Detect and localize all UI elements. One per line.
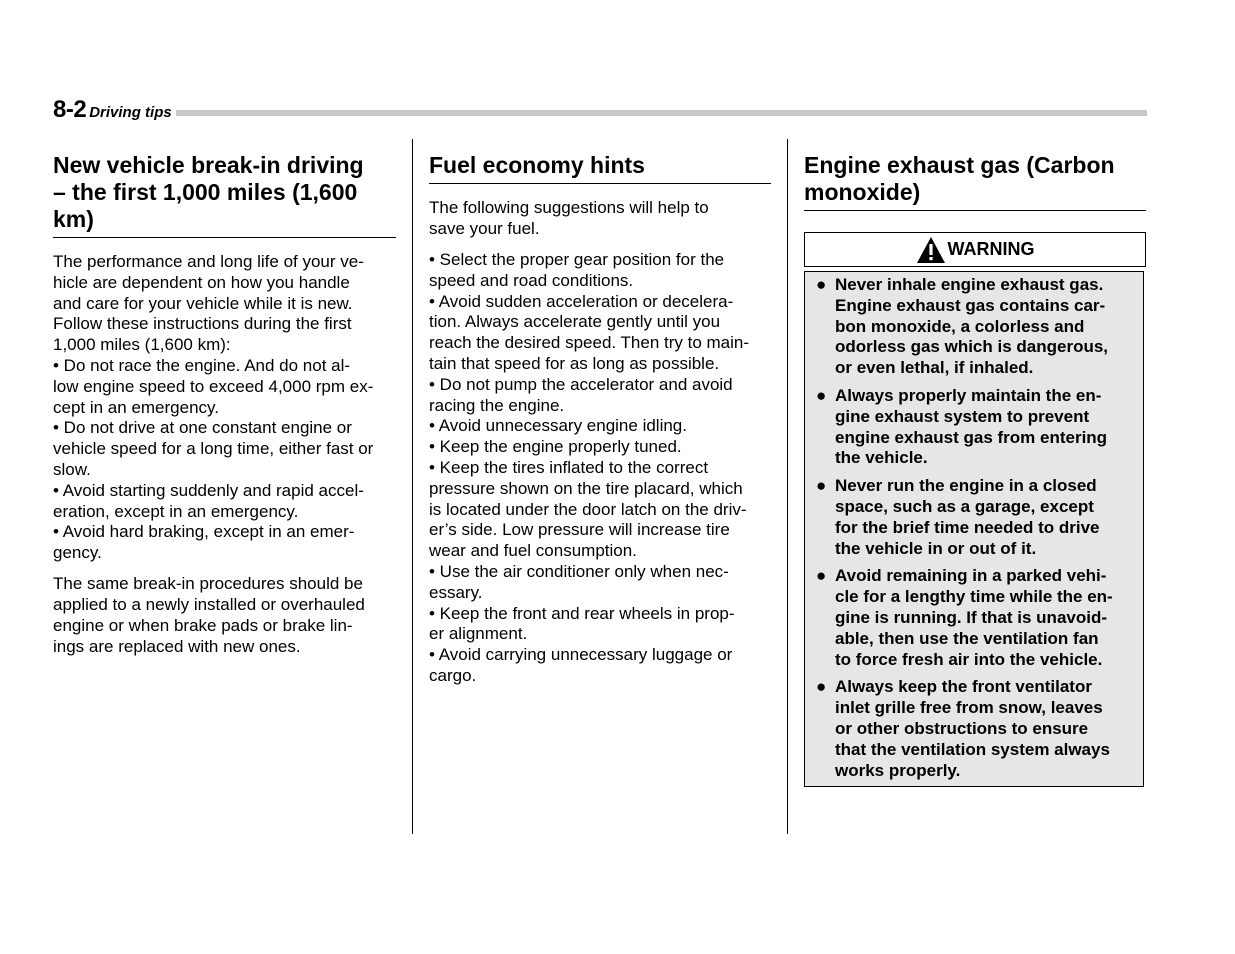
bullet: ● — [816, 677, 827, 697]
list-item — [816, 386, 1132, 469]
warning-text: Always keep the front ventilator inlet grille free from snow, leaves or other obstructions to ensure that the ventilation system always works properly. — [835, 677, 1110, 780]
list-item — [816, 275, 1132, 379]
warning-text: Always properly maintain the en- gine exhaust system to prevent engine exhaust gas from entering the vehicle. — [835, 385, 1108, 468]
warning-triangle-icon — [916, 236, 946, 264]
page-header — [53, 96, 1147, 122]
warning-text: Avoid remaining in a parked vehi- cle for a lengthy time while the en- gine is running. If that is unavoid- able, then use the ventilation fan to force fresh air into the vehicle. — [835, 566, 1113, 669]
list-item — [816, 476, 1132, 559]
bullet-list: • Select the proper gear position for the speed and road conditions. • Avoid sudden acceleration or decelera- tion. Always accelerate gently until you reach the desired speed. Then try to main- tain that speed for as long as possible. • Do not pump the accelerator and avoid racing the engine. • Avoid unnecessary engine idling. • Keep the engine properly tuned. • Keep the tires inflated to the correct pressure shown on the tire placard, which is located under the door latch on the driv- er’s side. Low pressure will increase tire wear and fuel consumption. • Use the air conditioner only when nec- essary. • Keep the front and rear wheels in prop- er alignment. • Avoid carrying unnecessary luggage or cargo. — [429, 250, 750, 686]
section-heading: New vehicle break-in driving – the first 1,000 miles (1,600 km) — [53, 152, 396, 238]
section-name: Driving tips — [89, 104, 172, 121]
warning-text: Never run the engine in a closed space, such as a garage, except for the brief time needed to drive the vehicle in or out of it. — [835, 476, 1100, 558]
column-fuel-economy — [429, 152, 771, 687]
warning-box — [804, 271, 1144, 787]
header-rule — [53, 110, 1147, 116]
warning-header — [804, 232, 1146, 267]
section-heading: Engine exhaust gas (Carbon monoxide) — [804, 152, 1146, 211]
paragraph: The same break-in procedures should be applied to a newly installed or overhauled engine or when brake pads or brake lin- ings are replaced with new ones. — [53, 574, 365, 656]
paragraph: The performance and long life of your ve- hicle are dependent on how you handle and care for your vehicle while it is new. Follow these instructions during the first 1,000 miles (1,600 km): • Do not race the engine. And do not al- low engine speed to exceed 4,000 rpm ex- cept in an emergency. • Do not drive at one constant engine or vehicle speed for a long time, either fast or slow. • Avoid starting suddenly and rapid accel- eration, except in an emergency. • Avoid hard braking, except in an emer- gency. — [53, 252, 374, 563]
bullet: ● — [816, 566, 827, 586]
column-exhaust-gas — [804, 152, 1146, 787]
warning-text: Never inhale engine exhaust gas. Engine exhaust gas contains car- bon monoxide, a colorless and odorless gas which is dangerous, or even lethal, if inhaled. — [835, 275, 1109, 378]
section-heading: Fuel economy hints — [429, 152, 771, 184]
column-break-in — [53, 152, 396, 658]
column-divider — [787, 139, 788, 834]
bullet: ● — [816, 385, 827, 405]
list-item — [816, 677, 1132, 781]
warning-label: WARNING — [947, 239, 1035, 259]
header-label — [53, 96, 176, 124]
list-item — [816, 566, 1132, 670]
bullet: ● — [816, 476, 827, 496]
bullet: ● — [816, 275, 827, 294]
page-number: 8-2 — [53, 96, 87, 123]
paragraph: The following suggestions will help to save your fuel. — [429, 198, 709, 238]
column-divider — [412, 139, 413, 834]
